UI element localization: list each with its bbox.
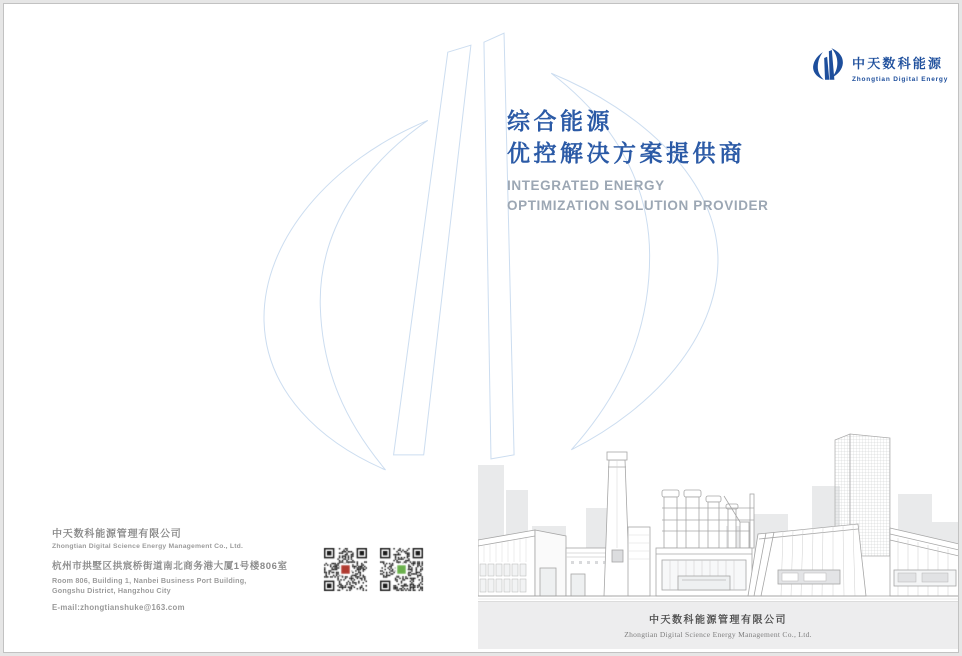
company-name-zh: 中天数科能源管理有限公司 bbox=[52, 529, 182, 540]
company-name-en: Zhongtian Digital Science Energy Management Co., Ltd. bbox=[52, 543, 244, 550]
brochure-spread-page bbox=[3, 3, 959, 653]
brand-watermark-icon bbox=[255, 22, 737, 474]
cover-title-zh-line2: 优控解决方案提供商 bbox=[507, 140, 746, 166]
brand-name-en: Zhongtian Digital Energy bbox=[852, 76, 949, 83]
company-address-zh: 杭州市拱墅区拱宸桥街道南北商务港大厦1号楼806室 bbox=[52, 561, 288, 572]
cover-title-zh-line1: 综合能源 bbox=[507, 108, 613, 134]
company-address-en-line2: Gongshu District, Hangzhou City bbox=[52, 586, 171, 595]
footer-company-en: Zhongtian Digital Science Energy Management Co., Ltd. bbox=[624, 630, 812, 639]
brand-logo bbox=[811, 46, 948, 83]
company-address-en-line1: Room 806, Building 1, Nanbei Business Port Building, bbox=[52, 576, 247, 585]
company-email: E-mail:zhongtianshuke@163.com bbox=[52, 603, 185, 612]
city-skyline-illustration-icon bbox=[478, 430, 959, 600]
qr-code-row bbox=[322, 546, 425, 593]
brand-name-zh: 中天数科能源 bbox=[852, 56, 944, 71]
cover-title-en-line2: OPTIMIZATION SOLUTION PROVIDER bbox=[507, 197, 769, 213]
brand-mark-icon bbox=[811, 46, 845, 82]
cover-title-block bbox=[507, 105, 769, 215]
cover-footer-bar bbox=[478, 601, 958, 649]
footer-company-zh: 中天数科能源管理有限公司 bbox=[649, 615, 787, 626]
qr-code-right-icon bbox=[378, 546, 425, 593]
qr-code-left-icon bbox=[322, 546, 369, 593]
cover-title-en-line1: INTEGRATED ENERGY bbox=[507, 178, 665, 193]
company-info-block bbox=[52, 525, 288, 612]
